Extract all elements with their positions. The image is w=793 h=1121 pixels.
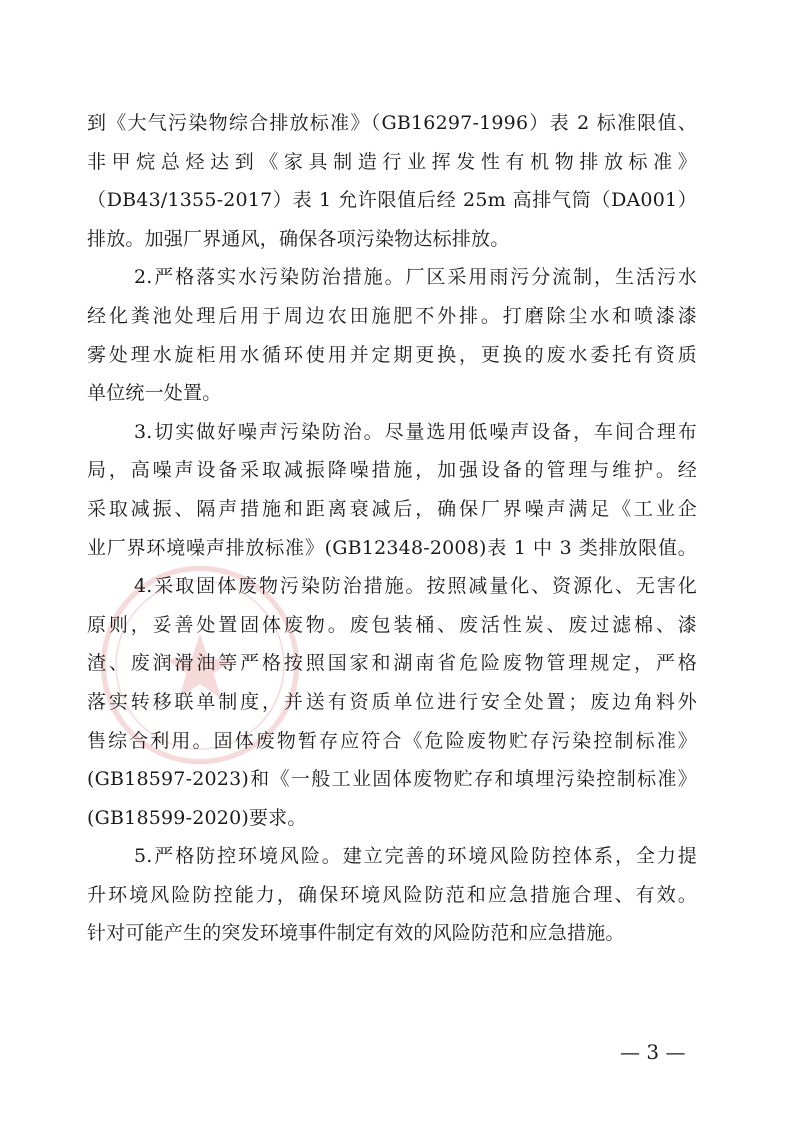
text-line: 5.严格防控环境风险。建立完善的环境风险防控体系，全力提 — [134, 845, 697, 868]
paragraph-environmental-risk — [87, 837, 697, 953]
text-line: 3.切实做好噪声污染防治。尽量选用低噪声设备，车间合理布 — [134, 420, 697, 443]
text-line: 渣、废润滑油等严格按照国家和湖南省危险废物管理规定，严格 — [87, 652, 697, 675]
text-line: 采取减振、隔声措施和距离衰减后，确保厂界噪声满足《工业企 — [87, 497, 697, 520]
text-line: 经化粪池处理后用于周边农田施肥不外排。打磨除尘水和喷漆漆 — [87, 304, 697, 327]
text-line: 4.采取固体废物污染防治措施。按照减量化、资源化、无害化 — [134, 575, 697, 598]
paragraph-water-pollution — [87, 258, 697, 412]
text-line: (GB18599-2020)要求。 — [87, 806, 307, 829]
text-line: 单位统一处置。 — [87, 382, 222, 405]
document-body — [87, 104, 697, 953]
text-line: 业厂界环境噪声排放标准》(GB12348-2008)表 1 中 3 类排放限值。 — [87, 536, 697, 559]
text-line: 局，高噪声设备采取减振降噪措施，加强设备的管理与维护。经 — [87, 459, 697, 482]
text-line: 原则，妥善处置固体废物。废包装桶、废活性炭、废过滤棉、漆 — [87, 613, 697, 636]
text-line: 针对可能产生的突发环境事件制定有效的风险防范和应急措施。 — [87, 922, 625, 945]
page-number: — 3 — — [620, 1040, 686, 1064]
text-line: 排放。加强厂界通风，确保各项污染物达标排放。 — [87, 227, 510, 250]
paragraph-continued-standards — [87, 104, 697, 258]
text-line: 到《大气污染物综合排放标准》（GB16297-1996）表 2 标准限值、 — [87, 112, 697, 134]
text-line: 2.严格落实水污染防治措施。厂区采用雨污分流制，生活污水 — [134, 266, 697, 289]
text-line: 非甲烷总烃达到《家具制造行业挥发性有机物排放标准》 — [87, 150, 697, 173]
text-line: 落实转移联单制度，并送有资质单位进行安全处置；废边角料外 — [87, 690, 697, 713]
text-line: （DB43/1355-2017）表 1 允许限值后经 25m 高排气筒（DA001） — [87, 189, 697, 212]
text-line: 升环境风险防控能力，确保环境风险防范和应急措施合理、有效。 — [87, 883, 697, 906]
text-line: 雾处理水旋柜用水循环使用并定期更换，更换的废水委托有资质 — [87, 343, 697, 366]
paragraph-solid-waste — [87, 567, 697, 837]
text-line: (GB18597-2023)和《一般工业固体废物贮存和填埋污染控制标准》 — [87, 768, 697, 791]
paragraph-noise-pollution — [87, 413, 697, 567]
text-line: 售综合利用。固体废物暂存应符合《危险废物贮存污染控制标准》 — [87, 729, 697, 752]
